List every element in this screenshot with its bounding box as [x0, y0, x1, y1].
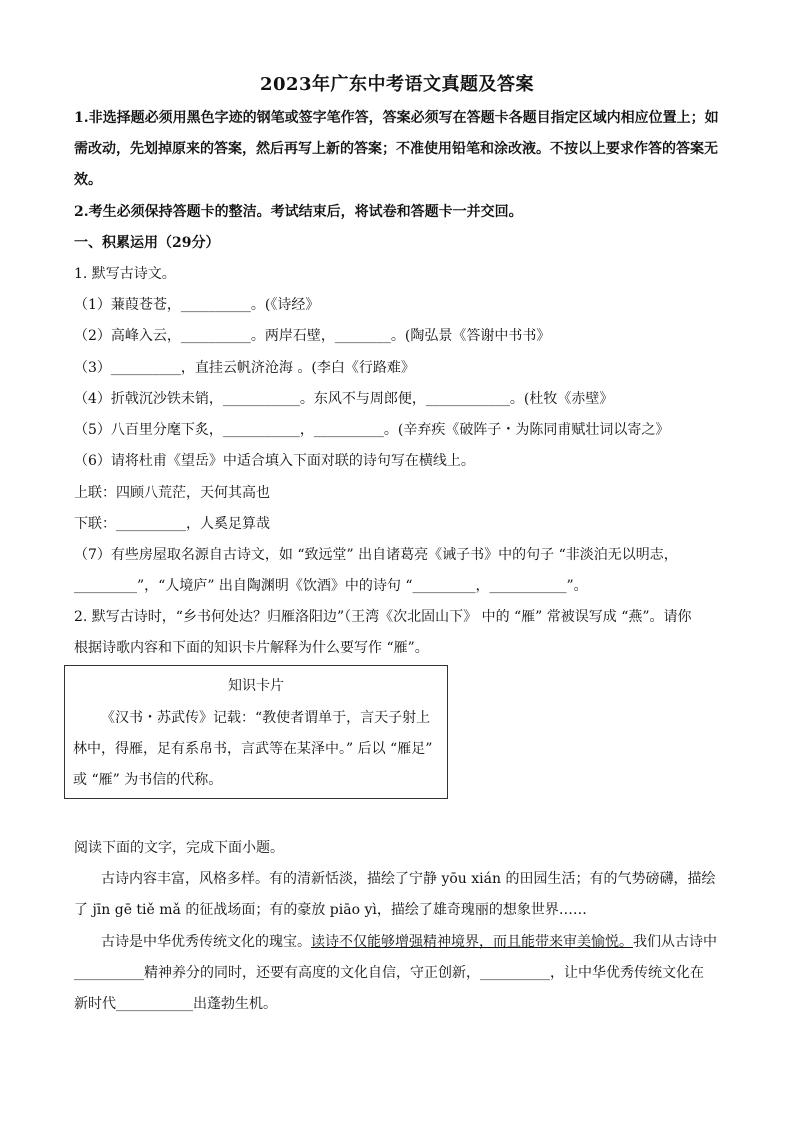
question-2-line-1: 2. 默写古诗时，“乡书何处达？归雁洛阳边”（王湾《次北固山下》 中的 “雁” 常被误写成 “燕”。请你 — [74, 609, 692, 625]
underlined-sentence: 读诗不仅能够增强精神境界，而且能带来审美愉悦。 — [311, 934, 633, 950]
reading-paragraph-1-line-2: 了 jīn gē tiě mǎ 的征战场面；有的豪放 piāo yì，描绘了雄奇瑰丽的想象世界…… — [74, 902, 587, 918]
couplet-upper: 上联：四顾八荒茫，天何其高也 — [74, 485, 270, 501]
knowledge-card-title: 知识卡片 — [228, 678, 284, 694]
reading-paragraph-2-line-3: 新时代___________出蓬勃生机。 — [74, 996, 277, 1012]
instruction-line-4: 2.考生必须保持答题卡的整洁。考试结束后，将试卷和答题卡一并交回。 — [74, 204, 523, 220]
question-1-stem: 1. 默写古诗文。 — [74, 266, 176, 282]
question-1-item-7-line-1: （7）有些房屋取名源自古诗文，如 “致远堂” 出自诸葛亮《诫子书》中的句子 “非淡泊无以明志， — [74, 547, 678, 563]
question-1-item-6: （6）请将杜甫《望岳》中适合填入下面对联的诗句写在横线上。 — [74, 453, 475, 469]
question-1-item-1: （1）蒹葭苍苍，__________。(《诗经》 — [74, 297, 320, 313]
reading-sentence-plain: 古诗是中华优秀传统文化的瑰宝。 — [101, 934, 311, 950]
reading-sentence-tail: 我们从古诗中 — [633, 934, 717, 950]
knowledge-card-line-2: 林中，得雁，足有系帛书，言武等在某泽中。” 后以 “雁足” — [73, 741, 433, 757]
reading-paragraph-2-line-1 — [101, 932, 761, 952]
knowledge-card-line-1: 《汉书・苏武传》记载：“教使者谓单于，言天子射上 — [101, 710, 431, 726]
instruction-line-1: 1.非选择题必须用黑色字迹的钢笔或签字笔作答，答案必须写在答题卡各题目指定区域内相应位置上；如 — [74, 110, 719, 126]
question-1-item-5: （5）八百里分麾下炙，___________，__________。(辛弃疾《破阵子・为陈同甫赋壮词以寄之》 — [74, 422, 670, 438]
reading-paragraph-2-line-2: __________精神养分的同时，还要有高度的文化自信，守正创新，__________，让中华优秀传统文化在 — [74, 965, 704, 981]
reading-intro: 阅读下面的文字，完成下面小题。 — [74, 840, 284, 856]
question-1-item-2: （2）高峰入云，__________。两岸石壁，________。(陶弘景《答谢中书书》 — [74, 328, 551, 344]
question-1-item-4: （4）折戟沉沙铁未销，___________。东风不与周郎便，____________。(杜牧《赤壁》 — [74, 391, 614, 407]
question-1-item-3: （3）__________，直挂云帆济沧海 。(李白《行路难》 — [74, 360, 415, 376]
question-1-item-7-line-2: _________”，“人境庐” 出自陶渊明《饮酒》中的诗句 “_________，___________”。 — [74, 578, 588, 594]
couplet-lower: 下联：__________，人奚足算哉 — [74, 516, 270, 532]
reading-paragraph-1-line-1: 古诗内容丰富，风格多样。有的清新恬淡，描绘了宁静 yōu xián 的田园生活；有的气势磅礴，描绘 — [101, 871, 716, 887]
section-heading: 一、积累运用（29分） — [74, 235, 220, 251]
knowledge-card — [64, 665, 448, 799]
page-title: 2023年广东中考语文真题及答案 — [259, 74, 535, 95]
knowledge-card-line-3: 或 “雁” 为书信的代称。 — [73, 772, 223, 788]
instruction-line-2: 需改动，先划掉原来的答案，然后再写上新的答案；不准使用铅笔和涂改液。不按以上要求作答的答案无 — [74, 141, 718, 157]
instruction-line-3: 效。 — [74, 172, 102, 188]
question-2-line-2: 根据诗歌内容和下面的知识卡片解释为什么要写作 “雁”。 — [74, 640, 429, 656]
